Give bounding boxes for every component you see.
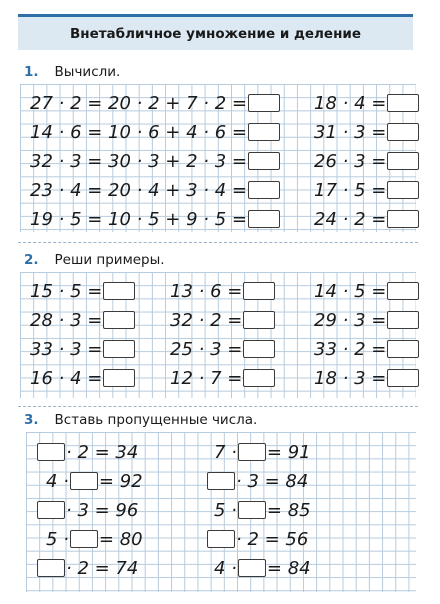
answer-box[interactable] (243, 311, 275, 329)
answer-box[interactable] (387, 181, 419, 199)
task-2-row (170, 309, 275, 331)
expression-after: = 84 (266, 557, 311, 579)
task-2-row (170, 280, 275, 302)
expression-text: 33 · 3 = (30, 338, 103, 360)
expression-text: 13 · 6 = (170, 280, 243, 302)
missing-number-box[interactable] (70, 530, 98, 548)
expression-text: 17 · 5 = (314, 179, 387, 201)
expression-text: 32 · 3 = 30 · 3 + 2 · 3 = (30, 150, 247, 172)
answer-box[interactable] (248, 123, 280, 141)
task-1-label: Вычисли. (54, 64, 121, 80)
task-1-right-row (314, 208, 419, 230)
answer-box[interactable] (248, 94, 280, 112)
separator (18, 242, 418, 244)
expression-after: · 2 = 56 (236, 528, 309, 550)
expression-text: 26 · 3 = (314, 150, 387, 172)
task-3-left-row (46, 528, 143, 550)
answer-box[interactable] (103, 311, 135, 329)
task-1-number: 1. (24, 64, 39, 80)
missing-number-box[interactable] (238, 501, 266, 519)
expression-after: = 85 (266, 499, 311, 521)
answer-box[interactable] (387, 123, 419, 141)
expression-text: 15 · 5 = (30, 280, 103, 302)
expression-text: 32 · 2 = (170, 309, 243, 331)
task-1-right-row (314, 150, 419, 172)
answer-box[interactable] (243, 282, 275, 300)
expression-text: 25 · 3 = (170, 338, 243, 360)
expression-text: 31 · 3 = (314, 121, 387, 143)
expression-before: 4 · (214, 557, 237, 579)
task-2-label: Реши примеры. (54, 252, 165, 268)
expression-text: 18 · 4 = (314, 92, 387, 114)
task-3-left-row (46, 470, 143, 492)
answer-box[interactable] (387, 210, 419, 228)
answer-box[interactable] (103, 340, 135, 358)
task-3-left-row (36, 441, 138, 463)
missing-number-box[interactable] (37, 443, 65, 461)
answer-box[interactable] (103, 282, 135, 300)
expression-after: · 2 = 74 (66, 557, 139, 579)
task-3-right-row (214, 557, 311, 579)
expression-text: 16 · 4 = (30, 367, 103, 389)
task-2-row (30, 309, 135, 331)
expression-before: 5 · (214, 499, 237, 521)
missing-number-box[interactable] (37, 501, 65, 519)
missing-number-box[interactable] (37, 559, 65, 577)
task-3-label: Вставь пропущенные числа. (54, 412, 258, 428)
task-2-row (170, 338, 275, 360)
answer-box[interactable] (387, 311, 419, 329)
separator (18, 406, 418, 408)
task-3-right-row (206, 528, 308, 550)
expression-after: · 3 = 96 (66, 499, 139, 521)
task-3-right-row (206, 470, 308, 492)
task-3-number: 3. (24, 412, 39, 428)
answer-box[interactable] (387, 152, 419, 170)
task-3-left-row (36, 557, 138, 579)
task-2-row (30, 280, 135, 302)
expression-text: 24 · 2 = (314, 208, 387, 230)
expression-after: = 80 (98, 528, 143, 550)
task-2-row (30, 367, 135, 389)
answer-box[interactable] (248, 181, 280, 199)
missing-number-box[interactable] (207, 472, 235, 490)
task-2-row (314, 338, 419, 360)
expression-text: 19 · 5 = 10 · 5 + 9 · 5 = (30, 208, 247, 230)
task-2-row (314, 309, 419, 331)
expression-text: 27 · 2 = 20 · 2 + 7 · 2 = (30, 92, 247, 114)
expression-before: 7 · (214, 441, 237, 463)
task-1-left-row (30, 179, 280, 201)
answer-box[interactable] (387, 94, 419, 112)
answer-box[interactable] (387, 340, 419, 358)
expression-text: 14 · 6 = 10 · 6 + 4 · 6 = (30, 121, 247, 143)
missing-number-box[interactable] (70, 472, 98, 490)
task-1-right-row (314, 92, 419, 114)
expression-text: 14 · 5 = (314, 280, 387, 302)
task-3-left-row (36, 499, 138, 521)
task-2-row (30, 338, 135, 360)
task-1-header (24, 64, 120, 80)
answer-box[interactable] (243, 340, 275, 358)
answer-box[interactable] (243, 369, 275, 387)
task-1-right-row (314, 121, 419, 143)
task-1-left-row (30, 92, 280, 114)
expression-after: · 2 = 34 (66, 441, 139, 463)
task-1-right-row (314, 179, 419, 201)
expression-text: 29 · 3 = (314, 309, 387, 331)
answer-box[interactable] (103, 369, 135, 387)
expression-text: 33 · 2 = (314, 338, 387, 360)
task-1-left-row (30, 150, 280, 172)
task-3-header (24, 412, 257, 428)
task-2-number: 2. (24, 252, 39, 268)
task-3-right-row (214, 499, 311, 521)
task-1-left-row (30, 208, 280, 230)
expression-after: = 91 (266, 441, 311, 463)
task-1-left-row (30, 121, 280, 143)
expression-before: 4 · (46, 470, 69, 492)
task-2-row (314, 367, 419, 389)
task-2-row (170, 367, 275, 389)
task-2-header (24, 252, 165, 268)
expression-text: 28 · 3 = (30, 309, 103, 331)
task-3-right-row (214, 441, 311, 463)
expression-text: 23 · 4 = 20 · 4 + 3 · 4 = (30, 179, 247, 201)
expression-text: 18 · 3 = (314, 367, 387, 389)
expression-after: · 3 = 84 (236, 470, 309, 492)
answer-box[interactable] (387, 282, 419, 300)
expression-text: 12 · 7 = (170, 367, 243, 389)
answer-box[interactable] (387, 369, 419, 387)
missing-number-box[interactable] (207, 530, 235, 548)
missing-number-box[interactable] (238, 559, 266, 577)
expression-before: 5 · (46, 528, 69, 550)
page-title: Внетабличное умножение и деление (18, 14, 413, 50)
task-2-row (314, 280, 419, 302)
answer-box[interactable] (248, 152, 280, 170)
answer-box[interactable] (248, 210, 280, 228)
missing-number-box[interactable] (238, 443, 266, 461)
expression-after: = 92 (98, 470, 143, 492)
